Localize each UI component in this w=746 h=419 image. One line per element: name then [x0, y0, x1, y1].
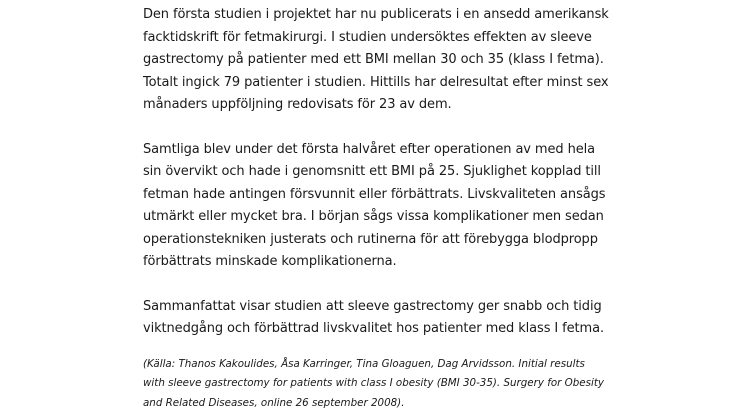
paragraph-line: förbättrats minskade komplikationerna. — [143, 254, 397, 269]
citation-line: with sleeve gastrectomy for patients with class I obesity (BMI 30-35). Surgery for Obesity — [143, 377, 604, 389]
citation-line: and Related Diseases, online 26 september 2008). — [143, 396, 405, 409]
paragraph-line: sin övervikt och hade i genomsnitt ett BMI på 25. Sjuklighet kopplad till — [143, 164, 601, 179]
paragraph-line: Sammanfattat visar studien att sleeve gastrectomy ger snabb och tidig — [143, 298, 602, 314]
paragraph-line: operationstekniken justerats och rutinerna för att förebygga blodpropp — [143, 231, 598, 247]
paragraph-line: månaders uppföljning redovisats för 23 av dem. — [143, 97, 452, 112]
paragraph-study-publication — [143, 4, 613, 117]
paragraph-results — [143, 139, 613, 274]
paragraph-line: utmärkt eller mycket bra. I början sågs vissa komplikationer men sedan — [143, 209, 604, 224]
paragraph-line: Samtliga blev under det första halvåret efter operationen av med hela — [143, 141, 595, 157]
paragraph-line: facktidskrift för fetmakirurgi. I studien undersöktes effekten av sleeve — [143, 29, 592, 45]
paragraph-line: viktnedgång och förbättrad livskvalitet hos patienter med klass I fetma. — [143, 321, 605, 336]
paragraph-line: fetman hade antingen försvunnit eller förbättrats. Livskvaliteten ansågs — [143, 186, 606, 202]
article-body — [143, 4, 613, 413]
paragraph-line: Totalt ingick 79 patienter i studien. Hittills har delresultat efter minst sex — [143, 74, 609, 90]
source-citation — [143, 355, 613, 414]
paragraph-line: Den första studien i projektet har nu publicerats i en ansedd amerikansk — [143, 7, 609, 22]
paragraph-summary — [143, 296, 613, 341]
paragraph-line: gastrectomy på patienter med ett BMI mellan 30 och 35 (klass I fetma). — [143, 52, 604, 67]
citation-line: (Källa: Thanos Kakoulides, Åsa Karringer, Tina Gloaguen, Dag Arvidsson. Initial results — [143, 357, 585, 370]
